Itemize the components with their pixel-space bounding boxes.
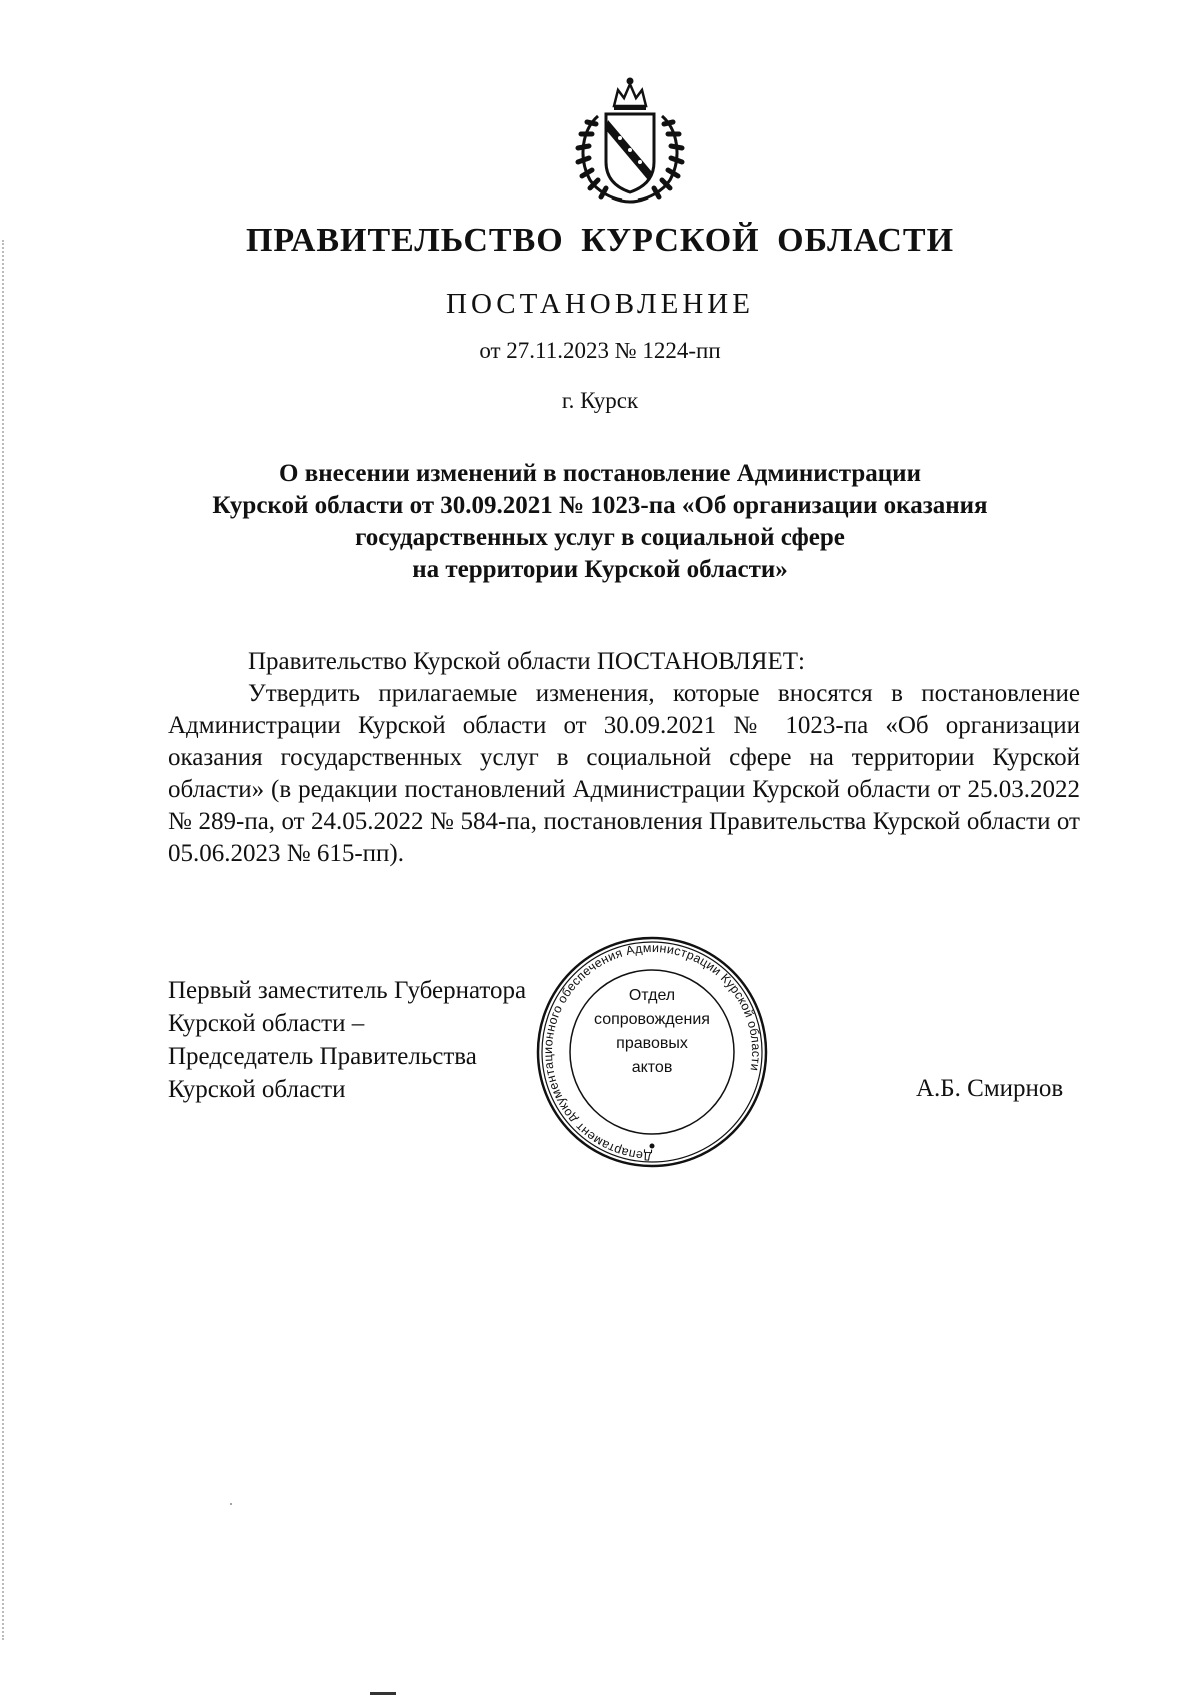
signer-position-line: Курской области bbox=[168, 1076, 346, 1103]
signer-name: А.Б. Смирнов bbox=[916, 1075, 1064, 1102]
document-type: ПОСТАНОВЛЕНИЕ bbox=[446, 288, 754, 320]
scan-mark bbox=[370, 1692, 396, 1695]
document-subject bbox=[0, 458, 1200, 586]
stamp-line: актов bbox=[631, 1059, 673, 1076]
coat-of-arms-emblem bbox=[568, 72, 692, 208]
stamp-line: правовых bbox=[616, 1035, 688, 1052]
stamp-line: Отдел bbox=[628, 987, 676, 1004]
subject-line: на территории Курской области» bbox=[412, 556, 788, 583]
subject-line: Курской области от 30.09.2021 № 1023-па «Об организации оказания bbox=[212, 492, 988, 519]
signer-position bbox=[168, 974, 526, 1106]
government-title: ПРАВИТЕЛЬСТВО КУРСКОЙ ОБЛАСТИ bbox=[245, 222, 955, 259]
document-city: г. Курск bbox=[561, 388, 639, 413]
signer-position-line: Первый заместитель Губернатора bbox=[168, 977, 527, 1004]
resolution-text: Утвердить прилагаемые изменения, которые вносятся в постановление Администрации Курской области от 30.09.2021 № 1023-па «Об организации оказания государственных услуг в социальной сфере на территории Курской области» (в редакции постановлений Администрации Курской области от 25.03.2022 № 289-па, от 24.05.2022 № 584-па, постановления Правительства Курской области от 05.06.2023 № 615-пп). bbox=[168, 680, 1080, 867]
signer-position-line: Курской области – bbox=[168, 1010, 365, 1037]
stamp-inner-text bbox=[582, 984, 722, 1080]
signer-position-line: Председатель Правительства bbox=[168, 1043, 477, 1070]
stamp-line: сопровождения bbox=[594, 1011, 710, 1028]
subject-line: О внесении изменений в постановление Администрации bbox=[279, 460, 921, 487]
document-date-number: от 27.11.2023 № 1224-пп bbox=[479, 338, 721, 363]
scan-edge-line bbox=[2, 240, 6, 1640]
subject-line: государственных услуг в социальной сфере bbox=[355, 524, 845, 551]
document-body bbox=[168, 646, 1080, 870]
scan-speck bbox=[230, 1503, 232, 1505]
resolution-intro: Правительство Курской области ПОСТАНОВЛЯЕТ: bbox=[248, 648, 805, 675]
stamp-ring-text: Департамент документационного обеспечения Администрации Курской области bbox=[541, 940, 764, 1164]
